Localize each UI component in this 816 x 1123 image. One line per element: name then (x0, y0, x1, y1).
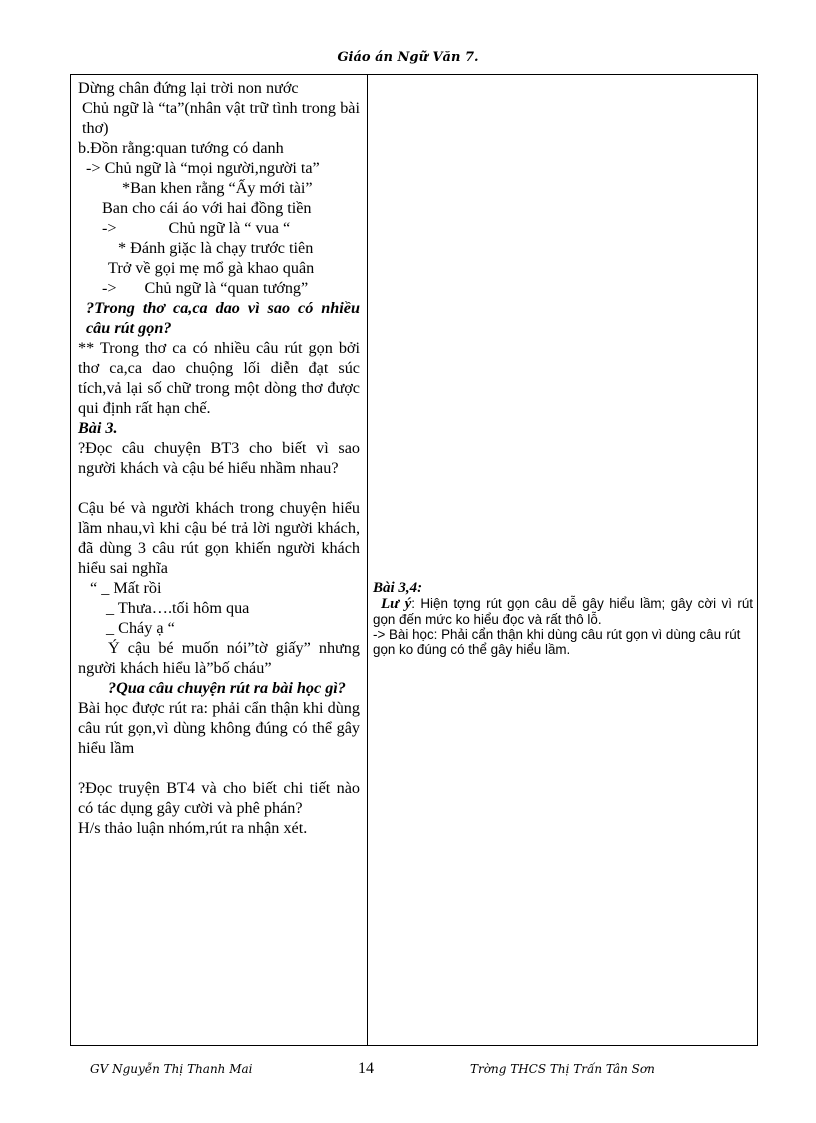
teacher-name: GV Nguyễn Thị Thanh Mai (90, 1062, 253, 1076)
note-label: Lư ý (381, 596, 412, 612)
poem-line: Trở về gọi mẹ mổ gà khao quân (108, 259, 315, 277)
exercise-title: Bài 3,4: (373, 580, 423, 596)
answer-1: ** Trong thơ ca có nhiều câu rút gọn bởi thơ ca,ca dao chuộng lối diễn đạt súc tích,vả lại số chữ trong một dòng thơ được qui định rất hạn chế. (78, 339, 360, 417)
dialogue-line: “ _ Mất rồi (90, 579, 162, 597)
dialogue-line: _ Thưa….tối hôm qua (106, 599, 250, 617)
question-3: ?Qua câu chuyện rút ra bài học gì? (108, 679, 346, 697)
dialogue-line: _ Cháy ạ “ (106, 619, 175, 637)
subject-note: -> Chủ ngữ là “mọi người,người ta” (86, 159, 320, 177)
answer-4: Bài học được rút ra: phải cẩn thận khi dùng câu rút gọn,vì dùng không đúng có thể gây hiểu lầm (78, 699, 360, 757)
arrow-text: -> (102, 219, 117, 237)
page-number: 14 (358, 1060, 374, 1077)
subject-text: Chủ ngữ là “ vua “ (168, 219, 291, 237)
poem-line: Ban cho cái áo với hai đồng tiền (102, 199, 312, 217)
spacer (78, 478, 360, 498)
subject-text: Chủ ngữ là “quan tướng” (144, 279, 309, 297)
answer-2: Cậu bé và người khách trong chuyện hiểu lầm nhau,vì khi cậu bé trả lời người khách, đã dùng 3 câu rút gọn khiến người khách hiểu sai nghĩa (78, 499, 360, 577)
poem-line: b.Đồn rằng:quan tướng có danh (78, 139, 284, 157)
subject-note (78, 218, 360, 238)
answer-5: H/s thảo luận nhóm,rút ra nhận xét. (78, 819, 308, 837)
school-name: Trờng THCS Thị Trấn Tân Sơn (470, 1062, 655, 1076)
poem-line: Dừng chân đứng lại trời non nước (78, 79, 299, 97)
lesson-table (70, 74, 758, 1046)
right-column (373, 581, 753, 657)
poem-line: * Đánh giặc là chạy trước tiên (118, 239, 314, 257)
subject-note (78, 278, 360, 298)
exercise-heading: Bài 3. (78, 419, 118, 437)
spacer (78, 758, 360, 778)
page-header: Giáo án Ngữ Văn 7. (337, 50, 479, 65)
poem-line: *Ban khen rằng “Ấy mới tài” (122, 179, 313, 197)
arrow-text: -> (102, 279, 117, 297)
column-divider (367, 75, 368, 1045)
question-1: ?Trong thơ ca,ca dao vì sao có nhiều câu rút gọn? (86, 299, 360, 337)
subject-note: Chủ ngữ là “ta”(nhân vật trữ tình trong bài thơ) (82, 99, 360, 137)
answer-3: Ý cậu bé muốn nói”tờ giấy” nhưng người khách hiểu là”bố cháu” (78, 639, 360, 677)
page-footer (0, 1062, 816, 1082)
question-2: ?Đọc câu chuyện BT3 cho biết vì sao người khách và cậu bé hiểu nhầm nhau? (78, 439, 360, 477)
question-4: ?Đọc truyện BT4 và cho biết chi tiết nào có tác dụng gây cười và phê phán? (78, 779, 360, 817)
note-text: : Hiện tợng rút gọn câu dễ gây hiểu lầm; gây cời vì rút gọn đến mức ko hiểu đọc và rất thô lỗ. (373, 596, 753, 627)
note-paragraph (373, 596, 753, 627)
lesson-text: -> Bài học: Phải cẩn thận khi dùng câu rút gọn vì dùng câu rút gọn ko đúng có thể gây hiểu lầm. (373, 627, 741, 657)
left-column (78, 78, 360, 838)
